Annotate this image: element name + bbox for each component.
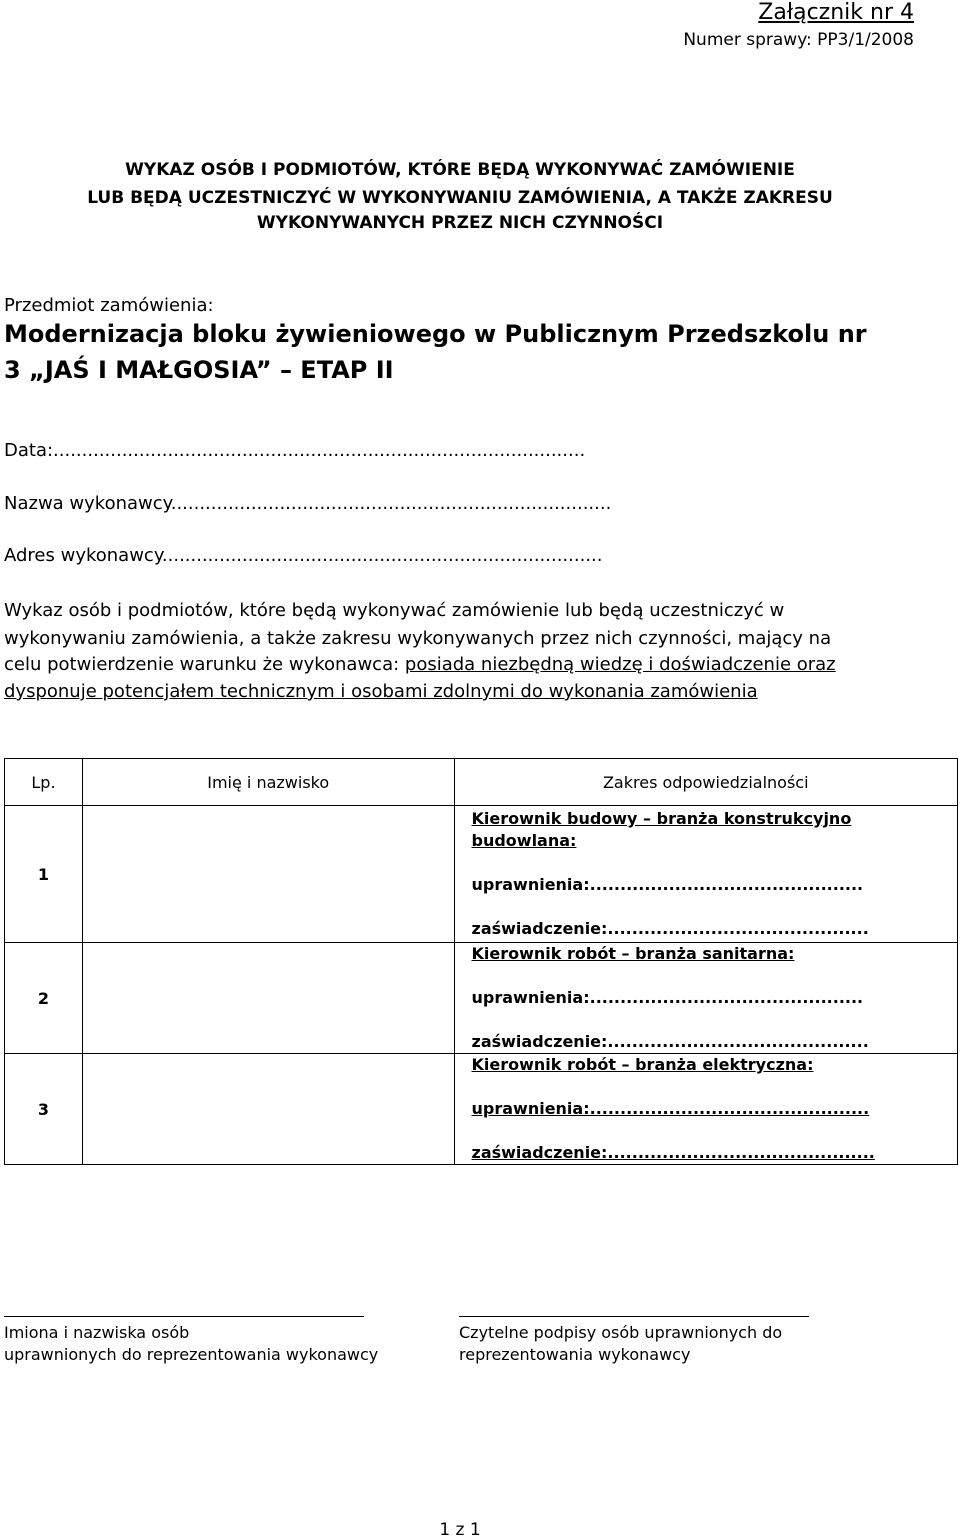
table-row <box>5 806 958 943</box>
page-number: 1 z 1 <box>439 1520 481 1540</box>
row-person-name-cell[interactable] <box>82 806 454 943</box>
row-person-name-cell[interactable] <box>82 943 454 1054</box>
table-row <box>5 943 958 1054</box>
row-scope-cell <box>454 1054 958 1165</box>
contractor-address-field: Adres wykonawcy............................................................................. <box>4 545 603 566</box>
signature-left-label-2: uprawnionych do reprezentowania wykonawcy <box>4 1345 379 1364</box>
attachment-label: Załącznik nr 4 <box>758 0 914 25</box>
paragraph-line-4: dysponuje potencjałem technicznym i osobami zdolnymi do wykonania zamówienia <box>4 681 758 702</box>
signature-right-label-2: reprezentowania wykonawcy <box>459 1345 691 1364</box>
role-title: Kierownik robót – branża sanitarna: <box>471 944 795 963</box>
contractor-name-field: Nazwa wykonawcy............................................................................. <box>4 493 612 514</box>
subject-line-1: Modernizacja bloku żywieniowego w Publicznym Przedszkolu nr <box>4 320 867 348</box>
signature-line-left <box>4 1316 364 1317</box>
paragraph-line-3-underlined: posiada niezbędną wiedzę i doświadczenie oraz <box>404 654 836 675</box>
document-title-line-2: LUB BĘDĄ UCZESTNICZYĆ W WYKONYWANIU ZAMÓWIENIA, A TAKŻE ZAKRESU <box>87 188 833 208</box>
table-row <box>5 1054 958 1165</box>
case-number: Numer sprawy: PP3/1/2008 <box>683 30 914 50</box>
signature-left-label-1: Imiona i nazwiska osób <box>4 1323 190 1342</box>
certificate-field: zaświadczenie:........................................... <box>471 1032 869 1051</box>
row-scope-cell <box>454 943 958 1054</box>
certificate-field: zaświadczenie:............................................ <box>471 1143 875 1162</box>
personnel-table <box>4 758 958 1165</box>
paragraph-line-3-plain: celu potwierdzenie warunku że wykonawca: <box>4 654 405 675</box>
permissions-field: uprawnienia:............................................. <box>471 988 864 1007</box>
document-title-line-3: WYKONYWANYCH PRZEZ NICH CZYNNOŚCI <box>256 213 664 233</box>
role-title: Kierownik robót – branża elektryczna: <box>471 1055 814 1074</box>
date-field: Data:............................................................................................. <box>4 440 586 461</box>
paragraph-line-3 <box>4 654 836 675</box>
subject-line-2: 3 „JAŚ I MAŁGOSIA” – ETAP II <box>4 356 394 384</box>
permissions-field: uprawnienia:.............................................. <box>471 1099 870 1118</box>
paragraph-line-1: Wykaz osób i podmiotów, które będą wykonywać zamówienie lub będą uczestniczyć w <box>4 600 785 621</box>
table-header-row <box>5 759 958 806</box>
certificate-field: zaświadczenie:........................................... <box>471 919 869 938</box>
role-title: Kierownik budowy – branża konstrukcyjno <box>471 809 852 828</box>
role-title-cont: budowlana: <box>471 831 577 850</box>
document-title-line-1: WYKAZ OSÓB I PODMIOTÓW, KTÓRE BĘDĄ WYKONYWAĆ ZAMÓWIENIE <box>125 160 795 180</box>
signature-line-right <box>459 1316 809 1317</box>
row-number: 2 <box>5 943 83 1054</box>
header-scope: Zakres odpowiedzialności <box>454 759 958 806</box>
row-number: 1 <box>5 806 83 943</box>
subject-label: Przedmiot zamówienia: <box>4 295 214 316</box>
row-person-name-cell[interactable] <box>82 1054 454 1165</box>
permissions-field: uprawnienia:............................................. <box>471 875 864 894</box>
header-name: Imię i nazwisko <box>82 759 454 806</box>
signature-right-label-1: Czytelne podpisy osób uprawnionych do <box>459 1323 783 1342</box>
row-number: 3 <box>5 1054 83 1165</box>
row-scope-cell <box>454 806 958 943</box>
paragraph-line-2: wykonywaniu zamówienia, a także zakresu wykonywanych przez nich czynności, mający na <box>4 628 832 649</box>
header-lp: Lp. <box>5 759 83 806</box>
